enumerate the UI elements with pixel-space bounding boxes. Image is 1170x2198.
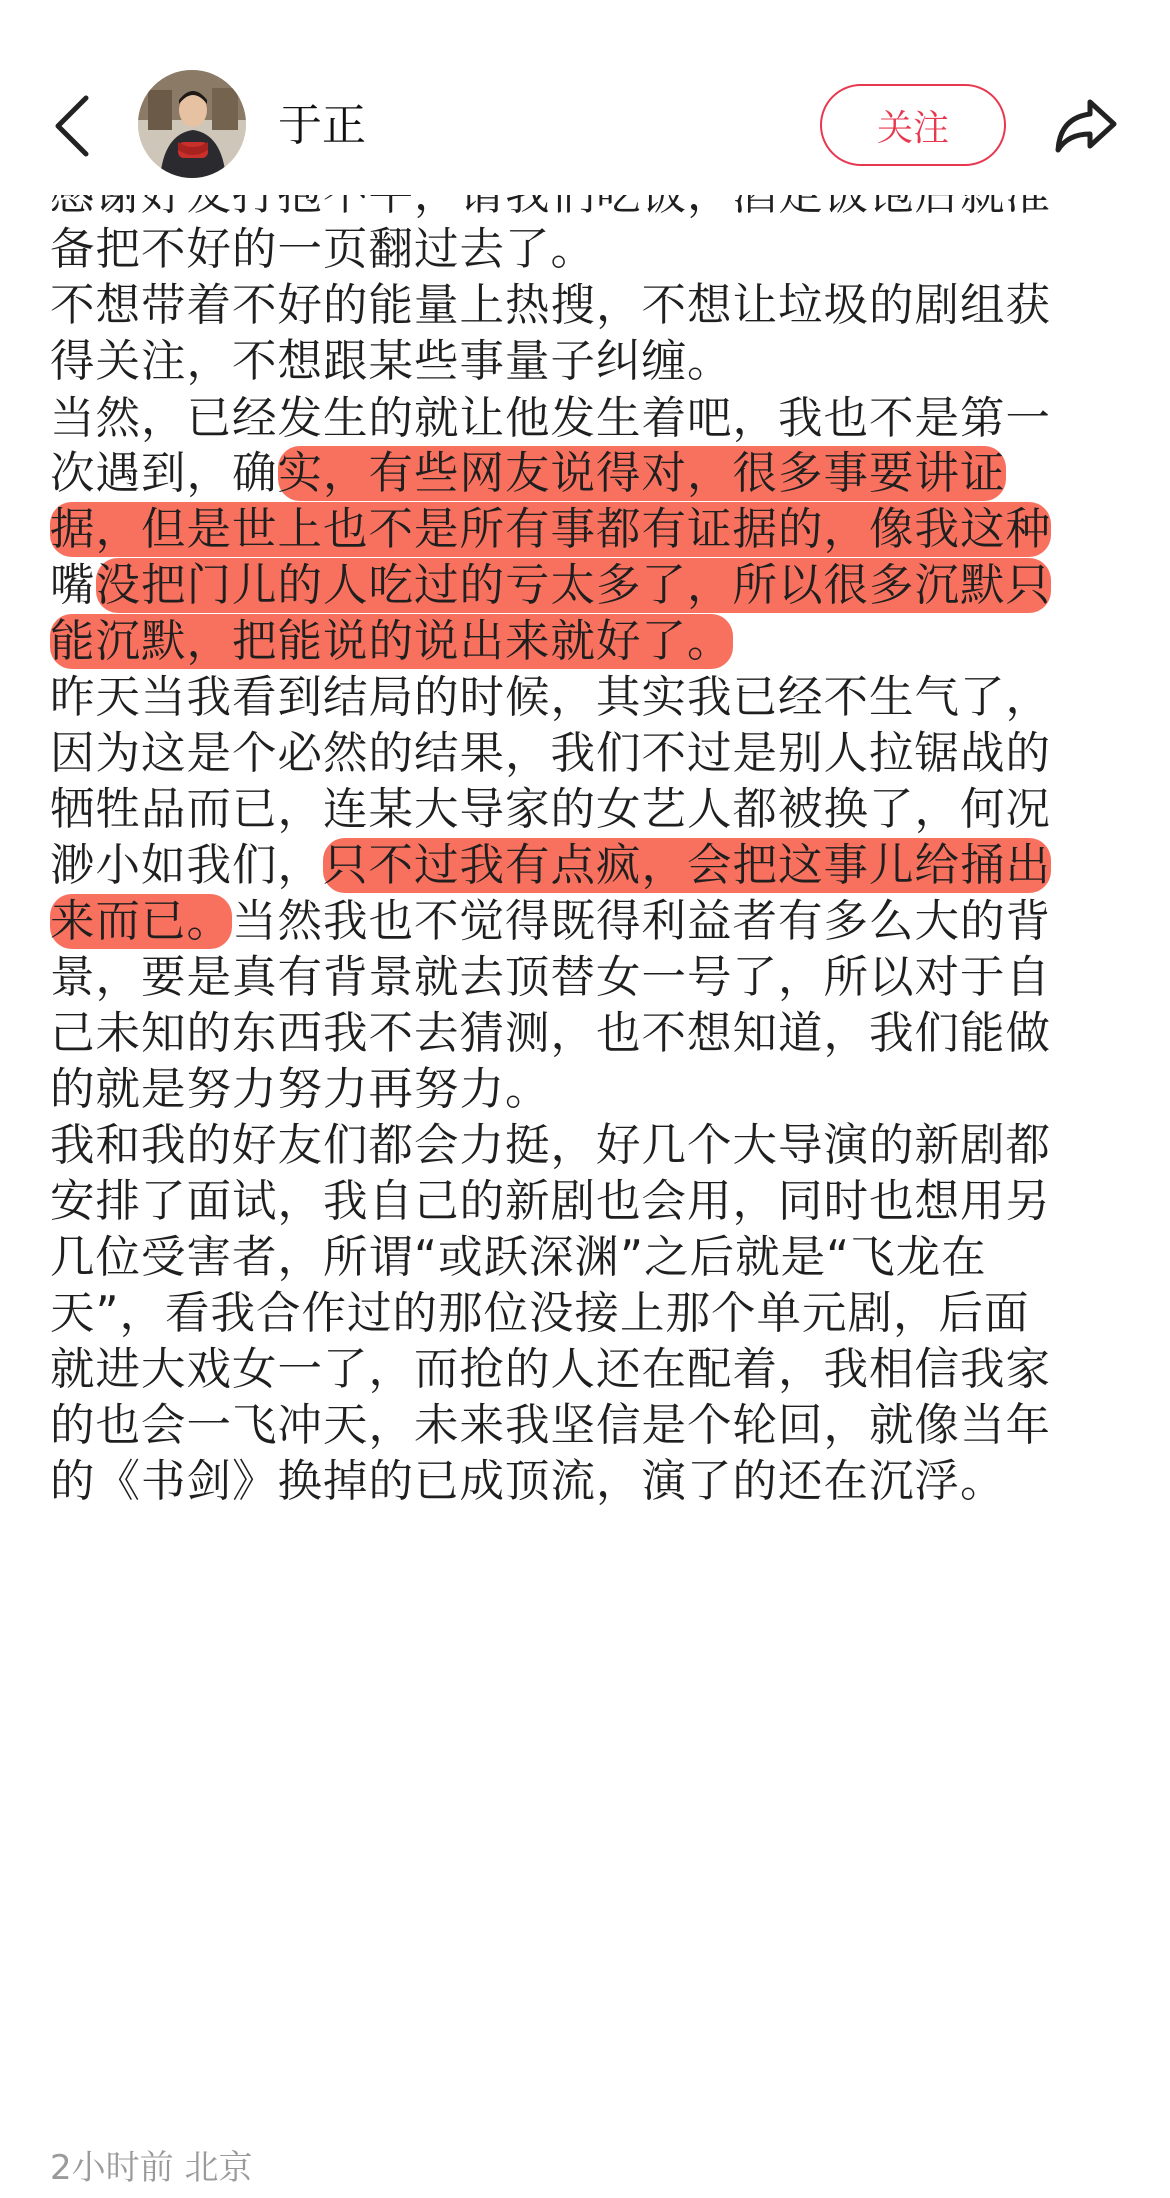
- share-arrow-icon: [1052, 96, 1120, 160]
- article-line: 的《书剑》换掉的已成顶流，演了的还在沉浮。: [50, 1456, 1006, 1507]
- line-text: 嘴: [50, 560, 96, 611]
- article-line: 昨天当我看到结局的时候，其实我已经不生气了，: [50, 672, 1052, 723]
- avatar-image: [138, 70, 246, 178]
- highlighted-text: 来而已。: [50, 896, 233, 947]
- article-line: 因为这是个必然的结果，我们不过是别人拉锯战的: [50, 728, 1052, 779]
- article-line: 景，要是真有背景就去顶替女一号了，所以对于自: [50, 952, 1052, 1003]
- chevron-left-icon: [52, 94, 92, 162]
- line-text: 当然我也不觉得既得利益者有多么大的背: [232, 896, 1052, 947]
- article-line: 的就是努力努力再努力。: [50, 1064, 551, 1115]
- avatar[interactable]: [138, 70, 246, 178]
- highlighted-text: 实，有些网友说得对，很多事要讲证: [277, 448, 1006, 499]
- article-line: 不想带着不好的能量上热搜，不想让垃圾的剧组获: [50, 280, 1052, 331]
- article-line: 备把不好的一页翻过去了。: [50, 224, 597, 275]
- line-text: 渺小如我们，: [50, 840, 324, 891]
- article-line: 己未知的东西我不去猜测，也不想知道，我们能做: [50, 1008, 1052, 1059]
- highlighted-text: 据，但是世上也不是所有事都有证据的，像我这种: [50, 504, 1052, 555]
- highlighted-text: 只不过我有点疯，会把这事儿给捅出: [323, 840, 1052, 891]
- line-text: 次遇到，确: [50, 448, 278, 499]
- top-bar: [0, 0, 1170, 195]
- highlighted-text: 没把门儿的人吃过的亏太多了，所以很多沉默只: [95, 560, 1052, 611]
- article-line: 的也会一飞冲天，未来我坚信是个轮回，就像当年: [50, 1400, 1052, 1451]
- article-line: 就进大戏女一了，而抢的人还在配着，我相信我家: [50, 1344, 1052, 1395]
- article-line: 我和我的好友们都会力挺，好几个大导演的新剧都: [50, 1120, 1052, 1171]
- article-line: 安排了面试，我自己的新剧也会用，同时也想用另: [50, 1176, 1052, 1227]
- follow-button[interactable]: 关注: [820, 84, 1006, 166]
- article-line: 几位受害者，所谓“或跃深渊”之后就是“飞龙在: [50, 1232, 987, 1283]
- article-line: 牺牲品而已，连某大导家的女艺人都被换了，何况: [50, 784, 1052, 835]
- back-button[interactable]: [42, 88, 102, 168]
- post-meta: 2小时前 北京: [50, 2148, 253, 2188]
- share-button[interactable]: [1048, 90, 1124, 166]
- article-line: 天”，看我合作过的那位没接上那个单元剧，后面: [50, 1288, 1030, 1339]
- highlighted-text: 能沉默，把能说的说出来就好了。: [50, 616, 733, 667]
- article-line: 得关注，不想跟某些事量子纠缠。: [50, 336, 733, 387]
- article-line: 当然，已经发生的就让他发生着吧，我也不是第一: [50, 393, 1052, 444]
- author-name[interactable]: 于正: [278, 100, 366, 151]
